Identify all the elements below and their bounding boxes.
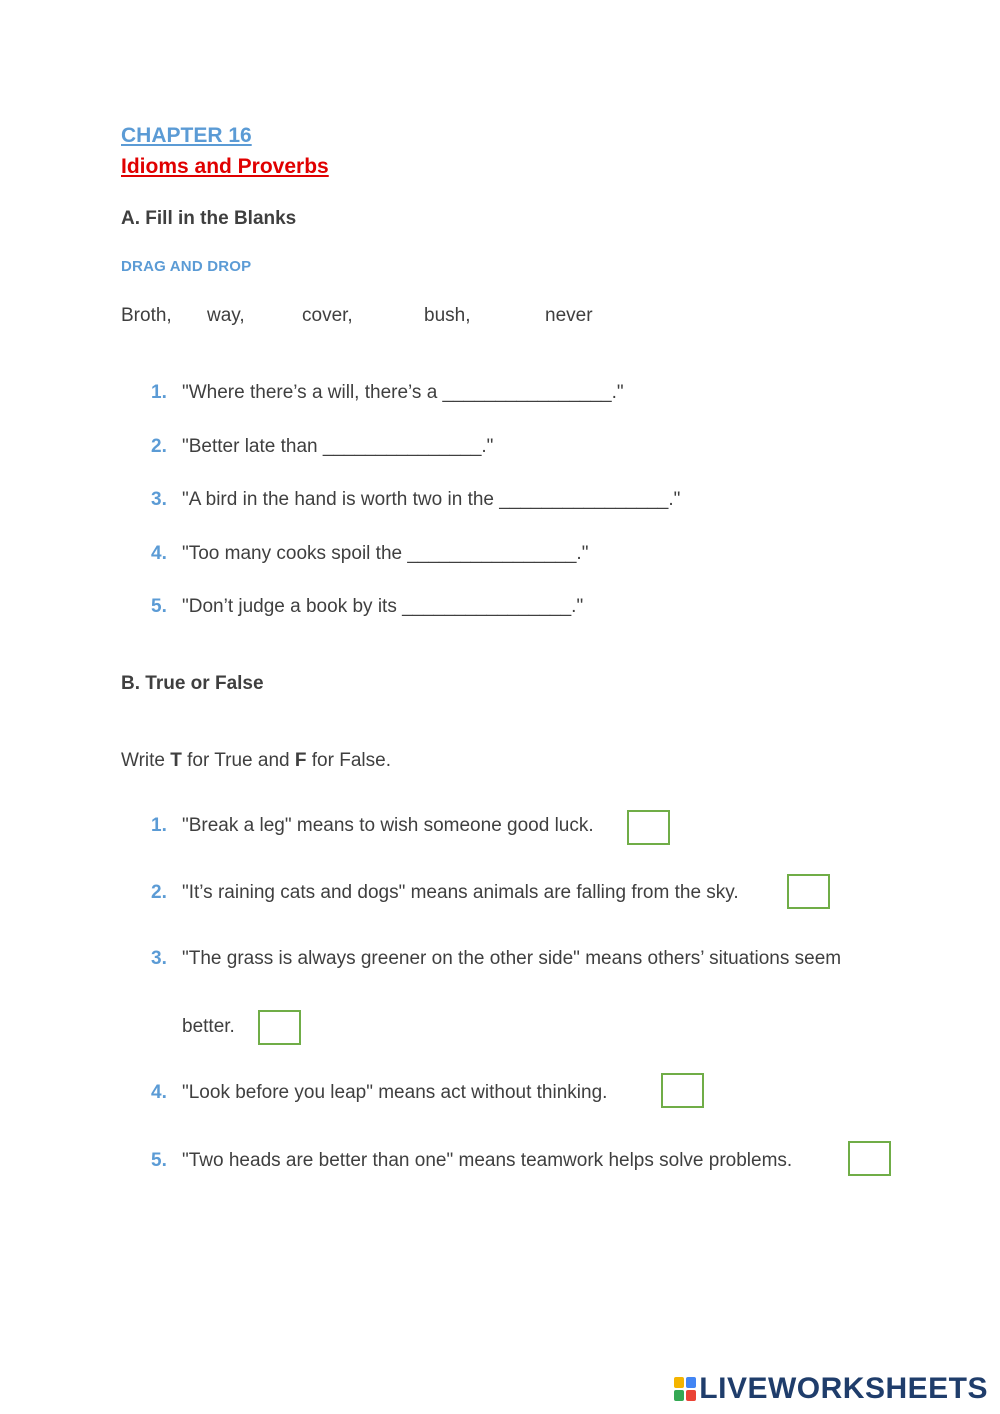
- liveworksheets-logo: [674, 1372, 988, 1406]
- question-number: 2.: [151, 882, 167, 903]
- word-bank-item[interactable]: bush,: [424, 305, 471, 326]
- drag-drop-label: DRAG AND DROP: [121, 258, 252, 275]
- fill-blank-question[interactable]: "Where there’s a will, there’s a ________________.": [182, 382, 624, 403]
- chapter-title: CHAPTER 16: [121, 124, 252, 147]
- true-false-question: "The grass is always greener on the other side" means others’ situations seem: [182, 948, 842, 969]
- question-number: 4.: [151, 543, 167, 564]
- true-false-question: "Two heads are better than one" means teamwork helps solve problems.: [182, 1150, 793, 1171]
- question-number: 1.: [151, 815, 167, 836]
- section-b-heading: B. True or False: [121, 673, 264, 694]
- logo-text: LIVEWORKSHEETS: [699, 1372, 988, 1405]
- word-bank-item[interactable]: way,: [207, 305, 245, 326]
- fill-blank-question[interactable]: "Don’t judge a book by its ________________.": [182, 596, 584, 617]
- answer-box[interactable]: [627, 810, 670, 845]
- answer-box[interactable]: [848, 1141, 891, 1176]
- true-false-question: "Break a leg" means to wish someone good luck.: [182, 815, 594, 836]
- question-number: 1.: [151, 382, 167, 403]
- question-number: 5.: [151, 1150, 167, 1171]
- true-false-question-continued: better.: [182, 1016, 235, 1037]
- question-number: 3.: [151, 489, 167, 510]
- fill-blank-question[interactable]: "A bird in the hand is worth two in the ________________.": [182, 489, 681, 510]
- fill-blank-question[interactable]: "Better late than _______________.": [182, 436, 494, 457]
- question-number: 4.: [151, 1082, 167, 1103]
- fill-blank-question[interactable]: "Too many cooks spoil the ________________.": [182, 543, 589, 564]
- answer-box[interactable]: [787, 874, 830, 909]
- word-bank-item[interactable]: cover,: [302, 305, 353, 326]
- section-a-heading: A. Fill in the Blanks: [121, 208, 297, 229]
- question-number: 2.: [151, 436, 167, 457]
- word-bank-item[interactable]: Broth,: [121, 305, 172, 326]
- true-false-question: "Look before you leap" means act without thinking.: [182, 1082, 608, 1103]
- question-number: 5.: [151, 596, 167, 617]
- liveworksheets-logo-icon: [674, 1377, 696, 1401]
- question-number: 3.: [151, 948, 167, 969]
- answer-box[interactable]: [258, 1010, 301, 1045]
- word-bank-item[interactable]: never: [545, 305, 593, 326]
- page-title: Idioms and Proverbs: [121, 155, 329, 178]
- answer-box[interactable]: [661, 1073, 704, 1108]
- instructions: Write T for True and F for False.: [121, 750, 391, 771]
- true-false-question: "It’s raining cats and dogs" means animals are falling from the sky.: [182, 882, 739, 903]
